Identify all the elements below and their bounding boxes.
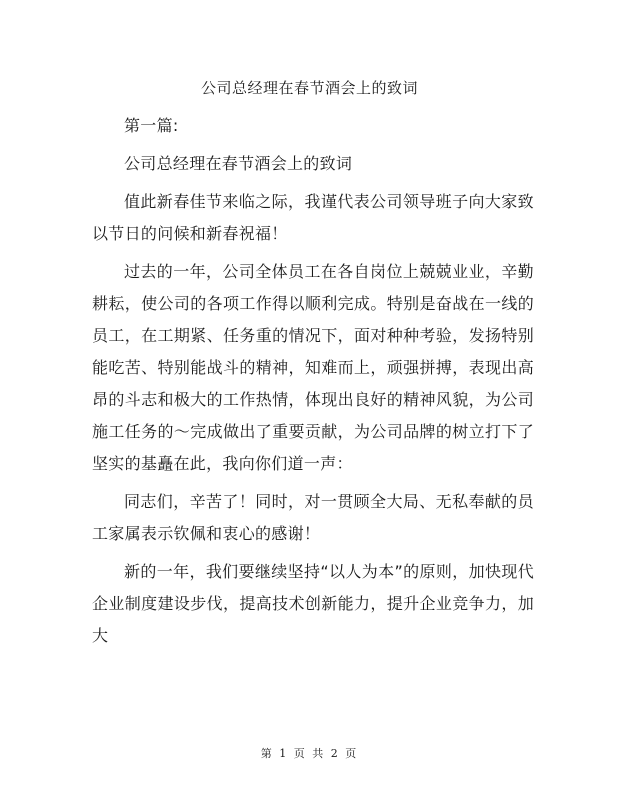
paragraph-thanks: 同志们，辛苦了！同时，对一贯顾全大局、无私奉献的员工家属表示钦佩和衷心的感谢！ <box>92 492 534 543</box>
document-body <box>92 110 534 652</box>
document-title: 公司总经理在春节酒会上的致词 <box>200 79 418 97</box>
section-subtitle: 公司总经理在春节酒会上的致词 <box>124 154 353 173</box>
paragraph-outlook: 新的一年，我们要继续坚持“以人为本”的原则，加快现代企业制度建设步伐，提高技术创新能力，提升企业竞争力，加大 <box>92 562 534 645</box>
paragraph-greeting: 值此新春佳节来临之际，我谨代表公司领导班子向大家致以节日的问候和新春祝福！ <box>92 192 534 243</box>
section-heading: 第一篇: <box>124 116 179 135</box>
page-number: 第 1 页 共 2 页 <box>260 747 359 760</box>
paragraph-review: 过去的一年，公司全体员工在各自岗位上兢兢业业，辛勤耕耘，使公司的各项工作得以顺利完成。特别是奋战在一线的员工，在工期紧、任务重的情况下，面对种种考验，发扬特别能吃苦、特别能战斗的精神，知难而上，顽强拼搏，表现出高昂的斗志和极大的工作热情，体现出良好的精神风貌，为公司施工任务的～完成做出了重要贡献，为公司品牌的树立打下了坚实的基矗在此，我向你们道一声： <box>92 262 534 473</box>
